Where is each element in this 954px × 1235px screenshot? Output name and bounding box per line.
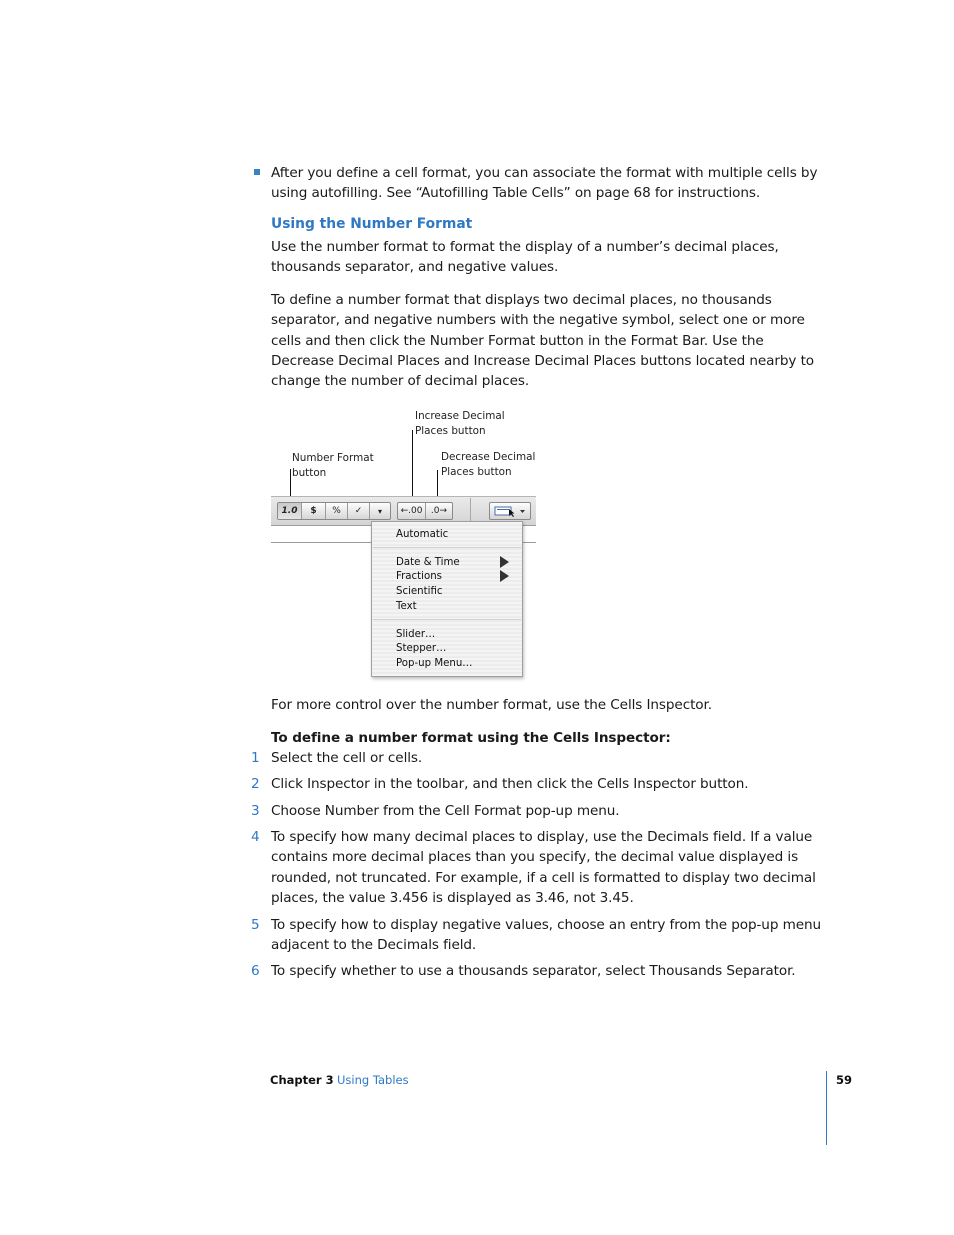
submenu-arrow-icon xyxy=(500,556,509,568)
footer-chapter-label: Chapter 3 xyxy=(270,1073,334,1087)
decrease-decimal-button[interactable]: .0→ xyxy=(430,506,448,516)
step-text: To specify how many decimal places to display, use the Decimals field. If a value contains more decimal places than you specify, the decimal value displayed is rounded, not truncated. For example, if a cell is formatted to display two decimal places, the value 3.456 is displayed as 3.46, not 3.45. xyxy=(271,829,816,906)
menu-item-text[interactable]: Text xyxy=(396,601,417,612)
menu-item-fractions[interactable]: Fractions xyxy=(396,571,442,582)
submenu-arrow-icon xyxy=(500,570,509,582)
step-text: Select the cell or cells. xyxy=(271,750,423,766)
menu-item-stepper[interactable]: Stepper… xyxy=(396,643,447,654)
section-heading: Using the Number Format xyxy=(271,216,473,232)
callout-line: Places button xyxy=(415,425,486,437)
format-button-group xyxy=(277,502,391,520)
menu-item-scientific[interactable]: Scientific xyxy=(396,586,443,597)
decimal-button-group xyxy=(397,502,453,520)
increase-decimal-button[interactable]: ←.00 xyxy=(398,503,426,519)
steps-heading: To define a number format using the Cells Inspector: xyxy=(271,730,671,746)
menu-item-automatic[interactable]: Automatic xyxy=(396,529,449,540)
currency-format-button[interactable]: $ xyxy=(302,503,326,519)
step-text: Choose Number from the Cell Format pop-up menu. xyxy=(271,803,620,819)
bullet-marker xyxy=(254,169,260,175)
alignment-popup-button[interactable] xyxy=(489,502,531,520)
bullet-paragraph: After you define a cell format, you can associate the format with multiple cells by using autofilling. See “Autofilling Table Cells” on page 68 for instructions. xyxy=(271,165,818,202)
menu-item-popup-menu[interactable]: Pop-up Menu… xyxy=(396,658,473,669)
step-number: 2 xyxy=(251,776,260,792)
footer-vertical-rule xyxy=(826,1071,827,1145)
step-number: 1 xyxy=(251,750,260,766)
step-number: 5 xyxy=(251,917,260,933)
step-number: 4 xyxy=(251,829,260,845)
footer-chapter-title: Using Tables xyxy=(337,1073,409,1087)
leader-line-increase xyxy=(412,430,413,505)
paragraph-cells-inspector: For more control over the number format, use the Cells Inspector. xyxy=(271,697,712,713)
menu-separator xyxy=(373,547,521,548)
number-format-popup-menu xyxy=(371,521,523,677)
callout-increase-decimal xyxy=(415,409,505,439)
paragraph-number-format-intro: Use the number format to format the display of a number’s decimal places, thousands separator, and negative values. xyxy=(271,239,779,276)
callout-line: Places button xyxy=(441,466,512,478)
number-format-button[interactable]: 1.0 xyxy=(278,503,302,519)
step-text: To specify whether to use a thousands separator, select Thousands Separator. xyxy=(271,963,796,979)
callout-line: Number Format xyxy=(292,452,374,464)
percent-format-button[interactable]: % xyxy=(326,503,348,519)
checkbox-format-button[interactable]: ✓ xyxy=(348,503,370,519)
callout-line: button xyxy=(292,467,327,479)
callout-number-format xyxy=(292,451,374,481)
menu-item-slider[interactable]: Slider… xyxy=(396,629,436,640)
menu-item-date-time[interactable]: Date & Time xyxy=(396,557,460,568)
step-text: Click Inspector in the toolbar, and then click the Cells Inspector button. xyxy=(271,776,749,792)
callout-line: Increase Decimal xyxy=(415,410,505,422)
callout-decrease-decimal xyxy=(441,450,535,480)
page-number: 59 xyxy=(836,1073,853,1087)
step-number: 6 xyxy=(251,963,260,979)
format-dropdown-button[interactable]: ▾ xyxy=(377,506,382,516)
callout-line: Decrease Decimal xyxy=(441,451,536,463)
alignment-icon xyxy=(490,503,530,519)
format-bar-separator xyxy=(470,498,471,522)
step-text: To specify how to display negative values, choose an entry from the pop-up menu adjacent to the Decimals field. xyxy=(271,917,822,954)
step-number: 3 xyxy=(251,803,260,819)
menu-separator xyxy=(373,619,521,620)
paragraph-number-format-steps: To define a number format that displays two decimal places, no thousands separator, and negative numbers with the negative symbol, select one or more cells and then click the Number Format button in the Format Bar. Use the Decrease Decimal Places and Increase Decimal Places buttons located nearby to change the number of decimal places. xyxy=(271,292,815,390)
